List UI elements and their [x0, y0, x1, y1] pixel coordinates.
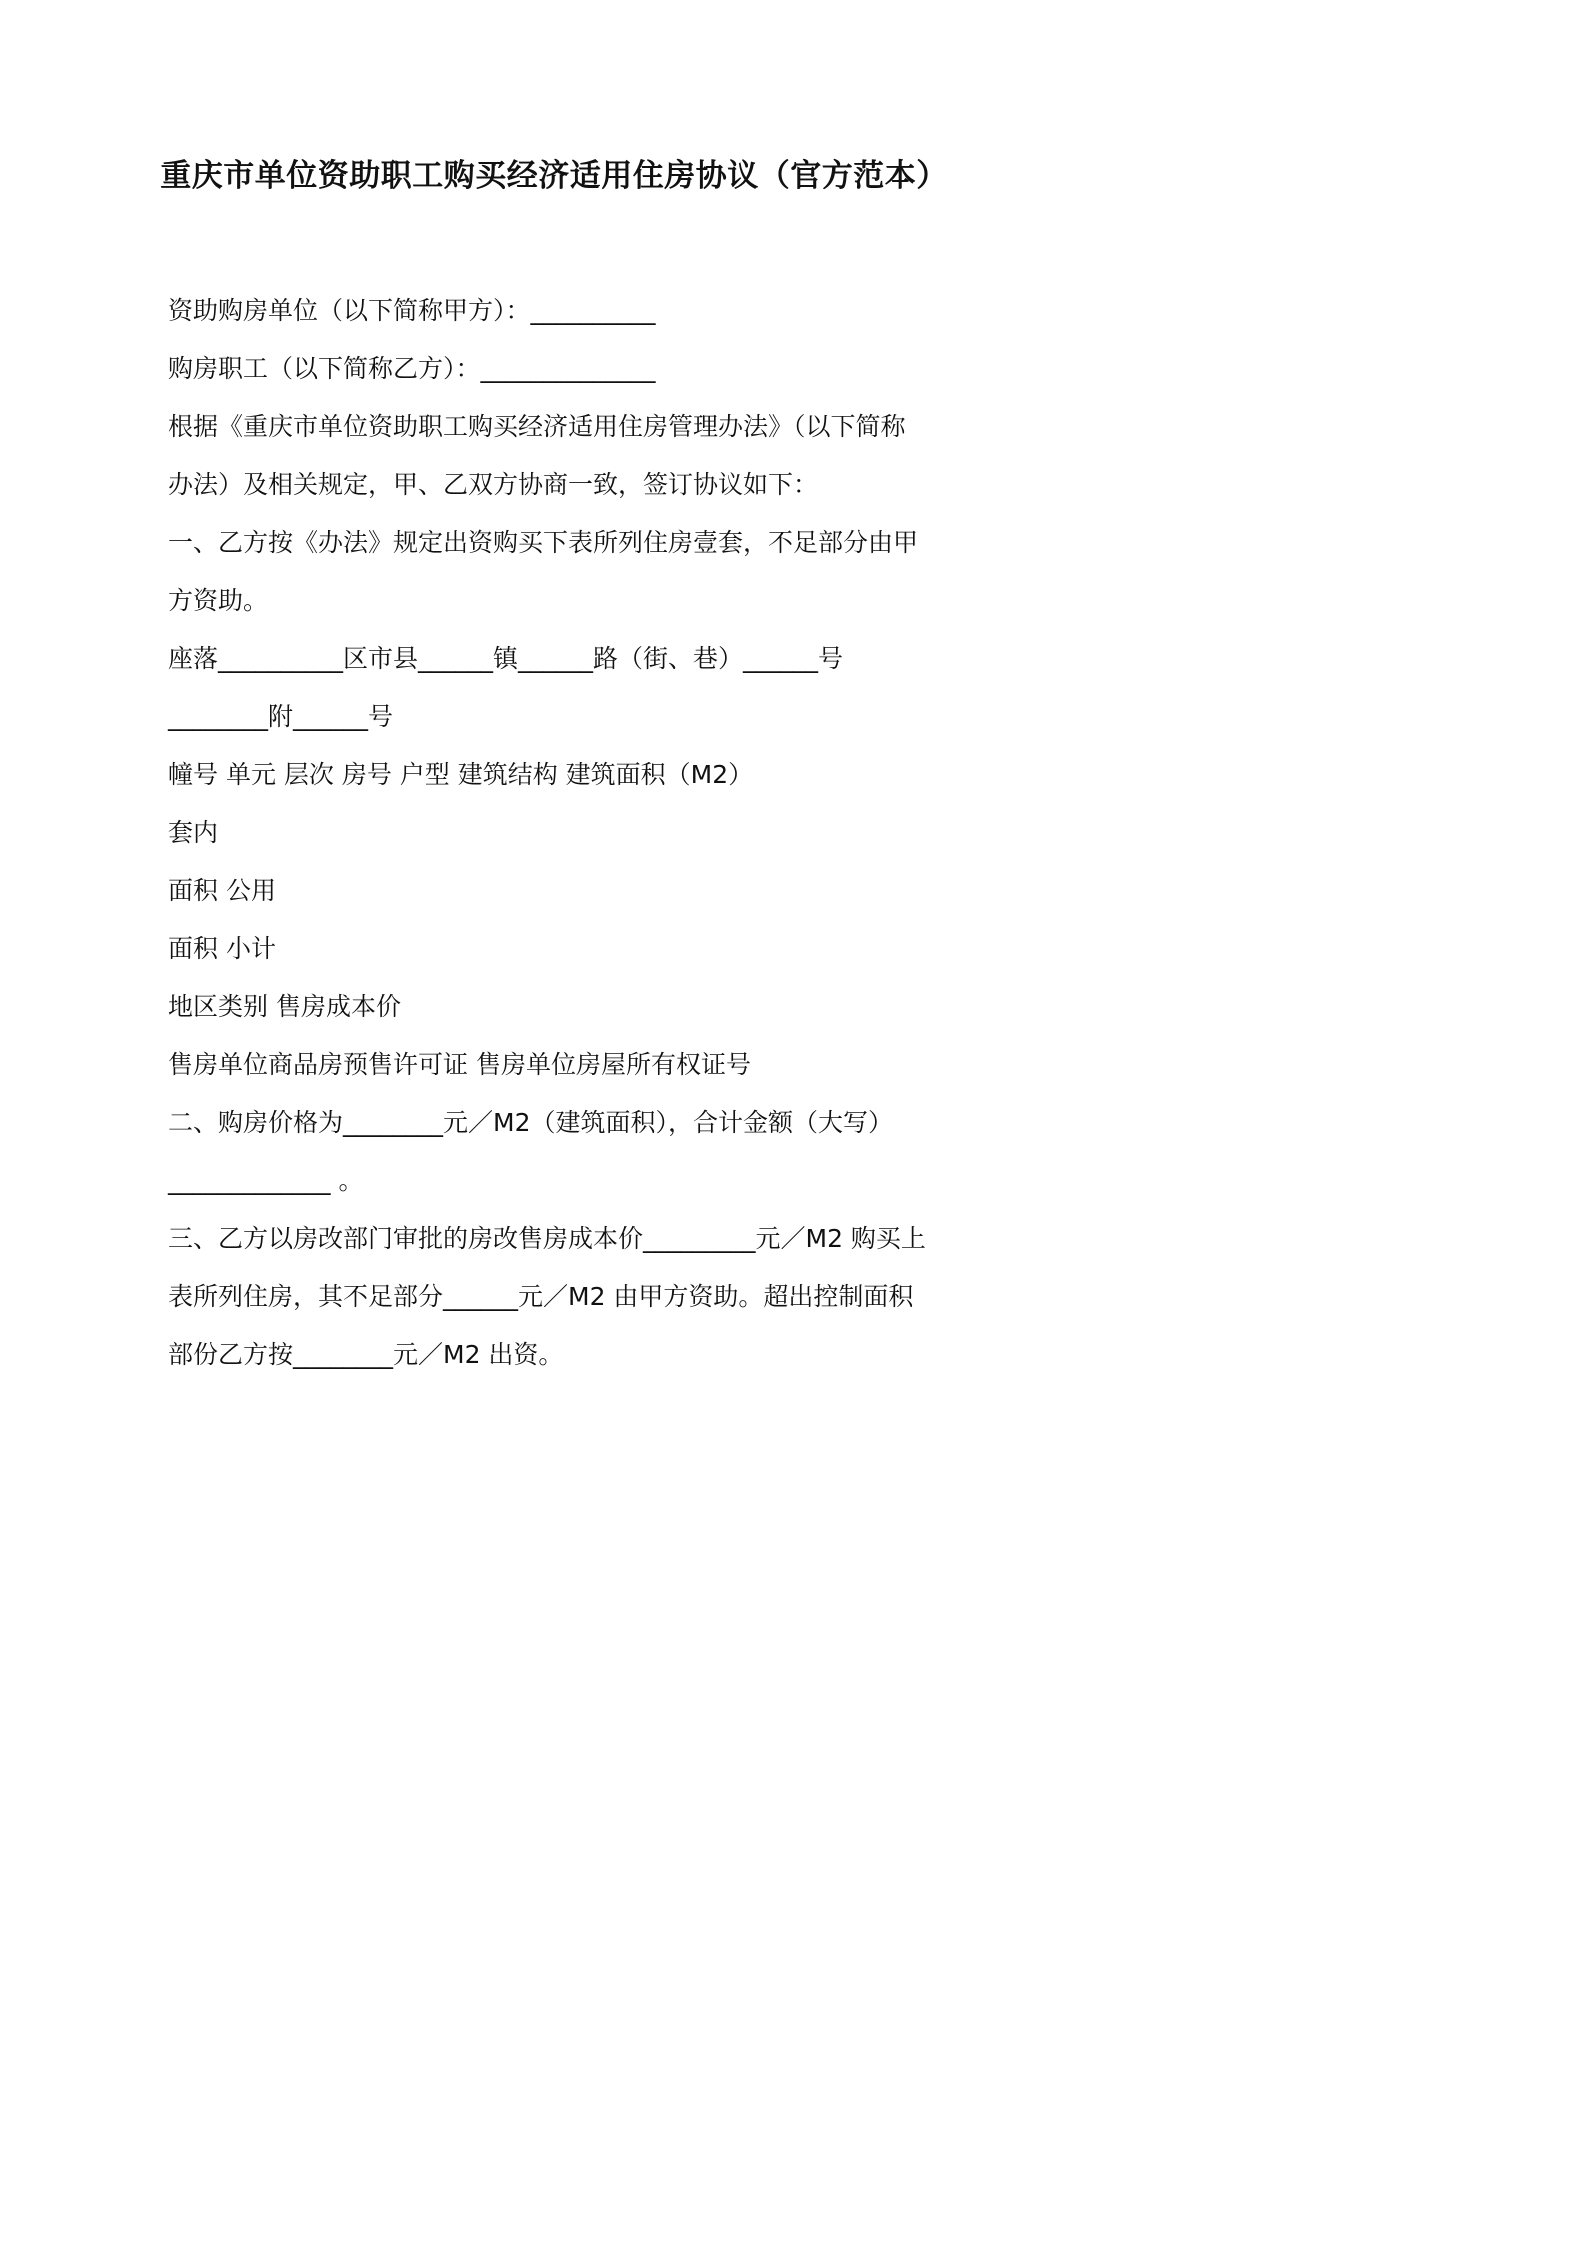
table-header-line: 幢号 单元 层次 房号 户型 建筑结构 建筑面积（M2） [168, 760, 754, 789]
party-b-line: 购房职工（以下简称乙方）：______________ [168, 354, 656, 383]
clause-1-line-2: 方资助。 [168, 586, 269, 615]
clause-2-line-1: 二、购房价格为________元／M2（建筑面积），合计金额（大写） [168, 1108, 893, 1137]
document-page [0, 0, 1108, 1568]
clause-3-line-1: 三、乙方以房改部门审批的房改售房成本价_________元／M2 购买上 [168, 1224, 926, 1253]
location-line-1: 座落__________区市县______镇______路（街、巷）______号 [168, 644, 844, 673]
clause-3-line-2: 表所列住房，其不足部分______元／M2 由甲方资助。超出控制面积 [168, 1282, 914, 1311]
table-line-region-cost: 地区类别 售房成本价 [168, 992, 401, 1021]
document-body [168, 282, 968, 1384]
table-line-subtotal: 面积 小计 [168, 934, 276, 963]
document-title: 重庆市单位资助职工购买经济适用住房协议（官方范本） [160, 158, 948, 194]
clause-1-line-1: 一、乙方按《办法》规定出资购买下表所列住房壹套，不足部分由甲 [168, 528, 919, 557]
party-a-line: 资助购房单位（以下简称甲方）：__________ [168, 296, 656, 325]
clause-2-line-2: _____________ 。 [168, 1166, 364, 1195]
table-line-public-area: 面积 公用 [168, 876, 276, 905]
table-line-inner: 套内 [168, 818, 219, 847]
preamble-line-1: 根据《重庆市单位资助职工购买经济适用住房管理办法》（以下简称 [168, 412, 906, 441]
table-line-permits: 售房单位商品房预售许可证 售房单位房屋所有权证号 [168, 1050, 751, 1079]
preamble-line-2: 办法）及相关规定，甲、乙双方协商一致，签订协议如下： [168, 470, 819, 499]
location-line-2: ________附______号 [168, 702, 394, 731]
clause-3-line-3: 部份乙方按________元／M2 出资。 [168, 1340, 564, 1369]
